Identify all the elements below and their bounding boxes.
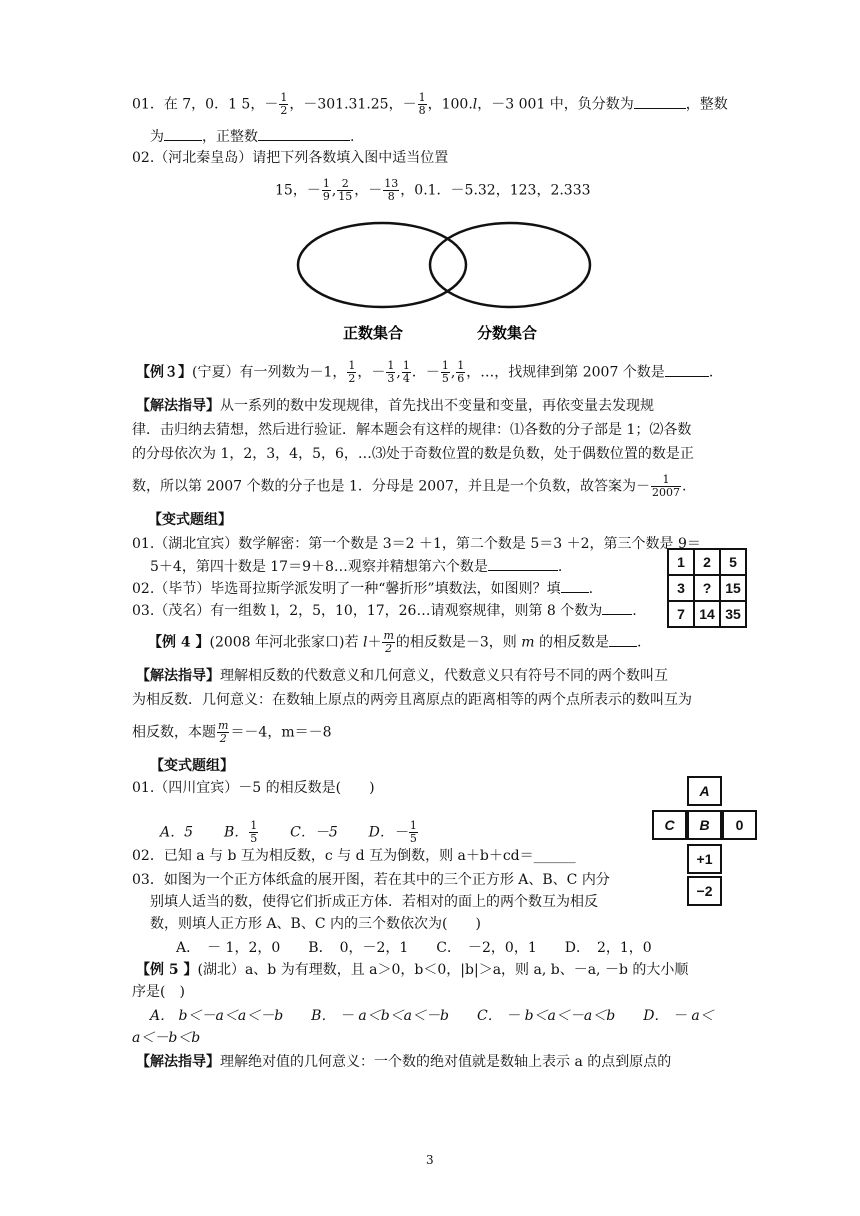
answer-blank[interactable]	[665, 362, 709, 377]
example-5-line1: 【例 5 】(湖北）a、b 为有理数，且 a＞0，b＜0，|b|＞a，则 a, b、－a, －b 的大小顺	[136, 962, 689, 978]
grid-cell: 35	[720, 601, 746, 627]
variant-2-q2: 02．已知 a 与 b 互为相反数，c 与 d 互为倒数，则 a＋b＋cd＝______	[132, 848, 576, 864]
guide-1-line3: 的分母依次为 1，2，3，4，5，6，…⑶处于奇数位置的数是负数，处于偶数位置的数是正	[132, 446, 694, 462]
grid-cell: 15	[720, 575, 746, 601]
variant-1-q2: 02.（毕节）毕选哥拉斯学派发明了一种“馨折形”填数法，如图则？填 .	[132, 578, 593, 599]
fraction-half: $\frac{1}{2}$	[280, 91, 288, 117]
positive-set-ellipse	[298, 223, 466, 307]
number-grid	[667, 548, 747, 628]
variant-2-q3-line3: 数，则填人正方形 A、B、C 内的三个数依次为( )	[150, 916, 481, 932]
q01-line2: 为 ，正整数 .	[150, 126, 354, 147]
grid-cell: 5	[720, 549, 746, 575]
guide-2-line2: 为相反数．几何意义：在数轴上原点的两旁且离原点的距离相等的两个点所表示的数叫互为	[132, 692, 692, 708]
option-b[interactable]: B．	[223, 824, 249, 841]
example-5-options: A． b＜－a＜a＜－b B． － a＜b＜a＜－b C． － b＜a＜－a＜b D． － a＜	[150, 1008, 714, 1024]
example-5-line2: 序是( )	[132, 984, 185, 1000]
number-list: 15，－ $\frac{1}{9}$ , $\frac{2}{15}$ ，－ $\frac{13}{8}$ ，0.1．－5.32，123，2.333	[275, 177, 591, 203]
guide-1-line1: 【解法指导】从一系列的数中发现规律，首先找出不变量和变量，再依变量去发现规	[136, 398, 654, 414]
guide-2-line1: 【解法指导】理解相反数的代数意义和几何意义，代数意义只有符号不同的两个数叫互	[136, 668, 668, 684]
grid-cell: 3	[668, 575, 694, 601]
variant-group-title-1: 【变式题组】	[148, 512, 232, 528]
guide-1-line4: 数，所以第 2007 个数的分子也是 1．分母是 2007，并且是一个负数，故答案为－ $\frac{1}{2007}$ .	[132, 473, 687, 499]
variant-2-q3-options: A． － 1，2，0 B． 0，－2，1 C． －2，0，1 D． 2，1，0	[176, 940, 652, 956]
variant-2-q1: 01.（四川宜宾）－5 的相反数是( )	[132, 780, 375, 796]
answer-blank[interactable]	[258, 126, 350, 141]
cube-face-b: B	[687, 810, 722, 840]
variant-1-q1b: 5＋4，第四十数是 17＝9＋8…观察并精想第六个数是 .	[150, 556, 562, 577]
grid-cell: 1	[668, 549, 694, 575]
variant-2-q1-options: A．5 B． $\frac{1}{5}$ C．－5 D．－ $\frac{1}{5}$	[160, 819, 417, 845]
fraction-set-ellipse	[430, 223, 590, 307]
variant-1-q3: 03.（茂名）有一组数 l，2，5，10，17，26…请观察规律，则第 8 个数为 .	[132, 600, 637, 621]
answer-blank[interactable]	[602, 600, 632, 615]
cube-face-plus1: +1	[687, 844, 722, 874]
cube-face-c: C	[652, 810, 687, 840]
option-d[interactable]: D．－	[368, 824, 408, 841]
cube-face-a: A	[687, 776, 722, 806]
grid-cell: 7	[668, 601, 694, 627]
cube-face-minus2: −2	[687, 876, 722, 906]
q01-line: 01．在 7，0．1 5，－ $\frac{1}{2}$ ，－301.31.25，－ $\frac{1}{8}$ ，100.l，－3 001 中，负分数为 ，整数	[132, 91, 728, 117]
answer-blank[interactable]	[164, 126, 202, 141]
q02-line: 02.（河北秦皇岛）请把下列各数填入图中适当位置	[132, 150, 449, 166]
answer-blank[interactable]	[561, 578, 589, 593]
grid-cell: ?	[694, 575, 720, 601]
fraction-set-label: 分数集合	[477, 324, 538, 342]
page-number: 3	[426, 1153, 434, 1167]
example-3: 【例３】(宁夏）有一列数为－1， $\frac{1}{2}$ ，－ $\frac{1}{3}$ , $\frac{1}{4}$ ．－ $\frac{1}{5}$ , $\frac{1}{6}$ ，…，找规律到第 2007 个数是 .	[136, 359, 714, 385]
guide-3-line1: 【解法指导】理解绝对值的几何意义：一个数的绝对值就是数轴上表示 a 的点到原点的	[136, 1054, 672, 1070]
cube-net	[648, 776, 760, 908]
guide-1-line2: 律．击归纳去猜想，然后进行验证．解本题会有这样的规律：⑴各数的分子部是 1；⑵各数	[132, 422, 692, 438]
answer-blank[interactable]	[488, 556, 558, 571]
answer-blank[interactable]	[634, 94, 686, 109]
venn-diagram	[295, 220, 595, 345]
example-4: 【例 4 】(2008 年河北张家口)若 l＋ $\frac{m}{2}$ 的相反数是－3，则 m 的相反数是 .	[148, 629, 642, 655]
positive-set-label: 正数集合	[343, 324, 404, 342]
option-a[interactable]: A．5	[160, 824, 194, 841]
cube-face-zero: 0	[722, 810, 757, 840]
example-5-options-2: a＜－b＜b	[132, 1030, 201, 1046]
answer-blank[interactable]	[609, 632, 637, 647]
grid-cell: 2	[694, 549, 720, 575]
fraction-eighth: $\frac{1}{8}$	[418, 91, 426, 117]
variant-1-q1: 01.（湖北宜宾）数学解密：第一个数是 3＝2 ＋1，第二个数是 5＝3 ＋2，第三个数是 9＝	[132, 536, 701, 552]
variant-group-title-2: 【变式题组】	[150, 758, 234, 774]
option-c[interactable]: C．－5	[290, 824, 338, 841]
variant-2-q3-line1: 03．如图为一个正方体纸盒的展开图，若在其中的三个正方形 A、B、C 内分	[132, 872, 610, 888]
guide-2-line3: 相反数，本题 $\frac{m}{2}$ ＝－4，m＝－8	[132, 719, 332, 745]
variant-2-q3-line2: 别填人适当的数，使得它们折成正方体．若相对的面上的两个数互为相反	[150, 894, 598, 910]
grid-cell: 14	[694, 601, 720, 627]
